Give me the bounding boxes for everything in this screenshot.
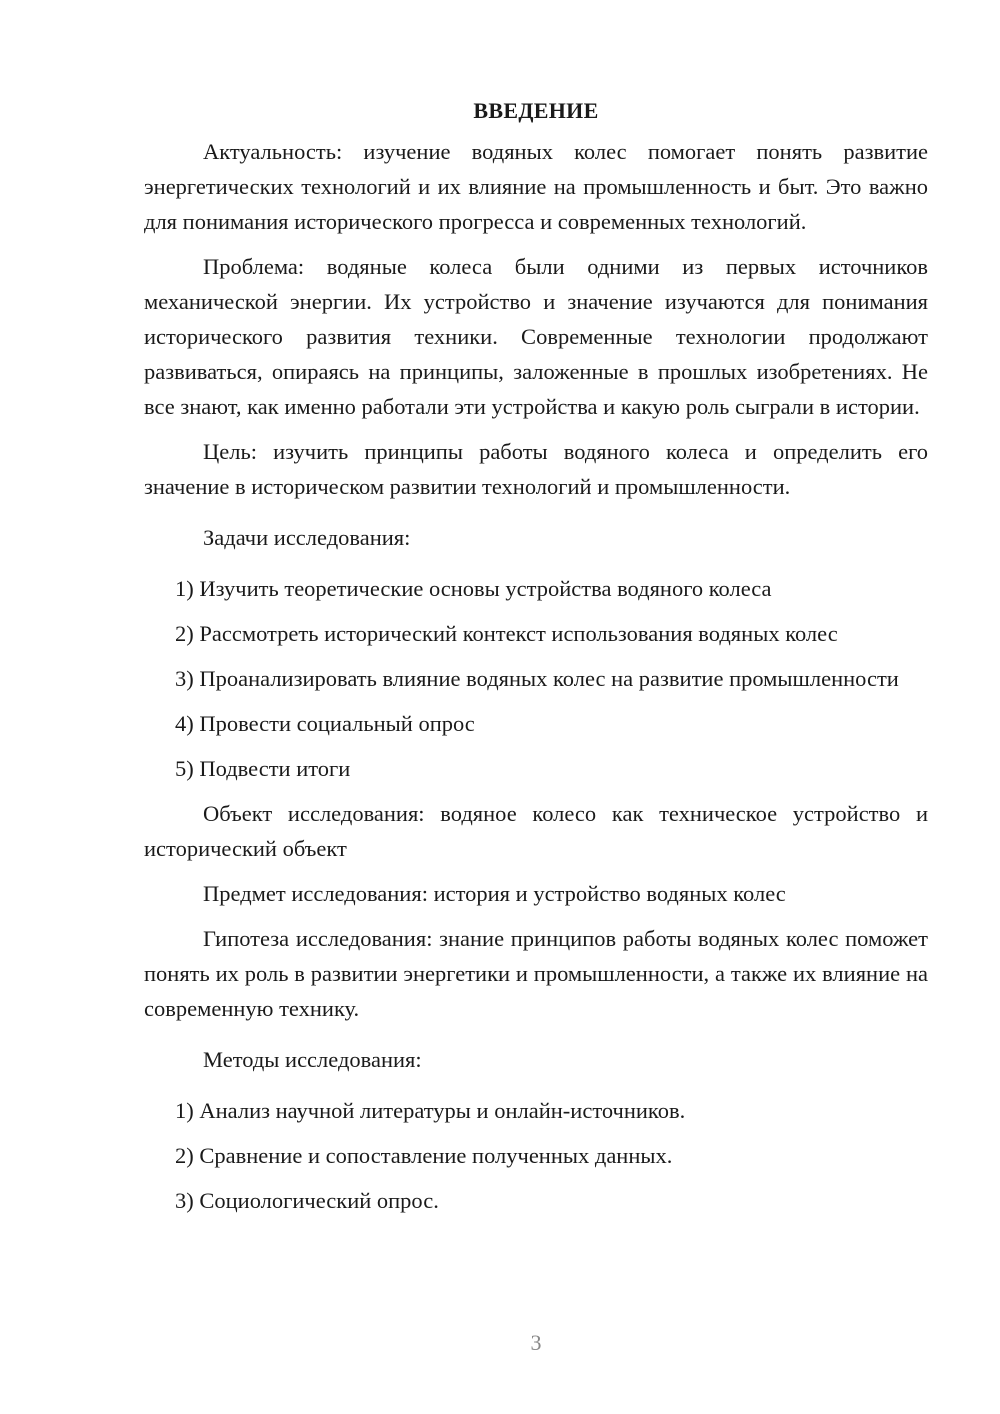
relevance-paragraph: Актуальность: изучение водяных колес помогает понять развитие энергетических технологий и их влияние на промышленность и быт. Это важно для понимания исторического прогресса и современных технологий.: [144, 139, 928, 234]
task-item-3: 3) Проанализировать влияние водяных колес на развитие промышленности: [175, 666, 899, 691]
tasks-heading: Задачи исследования:: [203, 525, 411, 550]
goal-paragraph: Цель: изучить принципы работы водяного колеса и определить его значение в историческом развитии технологий и промышленности.: [144, 439, 928, 499]
page-content: [144, 92, 928, 1228]
method-item-2: 2) Сравнение и сопоставление полученных данных.: [175, 1143, 673, 1168]
method-item-3: 3) Социологический опрос.: [175, 1188, 439, 1213]
problem-paragraph: Проблема: водяные колеса были одними из первых источников механической энергии. Их устройство и значение изучаются для понимания исторического развития техники. Современные технологии продолжают развиваться, опираясь на принципы, заложенные в прошлых изобретениях. Не все знают, как именно работали эти устройства и какую роль сыграли в истории.: [144, 254, 928, 419]
page-title: ВВЕДЕНИЕ: [473, 98, 599, 123]
task-item-4: 4) Провести социальный опрос: [175, 711, 475, 736]
task-item-1: 1) Изучить теоретические основы устройства водяного колеса: [175, 576, 772, 601]
method-item-1: 1) Анализ научной литературы и онлайн-источников.: [175, 1098, 686, 1123]
task-item-5: 5) Подвести итоги: [175, 756, 351, 781]
object-paragraph: Объект исследования: водяное колесо как техническое устройство и исторический объект: [144, 801, 928, 861]
page-number: 3: [530, 1330, 542, 1355]
task-item-2: 2) Рассмотреть исторический контекст использования водяных колес: [175, 621, 838, 646]
hypothesis-paragraph: Гипотеза исследования: знание принципов работы водяных колес поможет понять их роль в развитии энергетики и промышленности, а также их влияние на современную технику.: [144, 926, 928, 1021]
methods-heading: Методы исследования:: [203, 1047, 422, 1072]
subject-paragraph: Предмет исследования: история и устройство водяных колес: [203, 881, 786, 906]
